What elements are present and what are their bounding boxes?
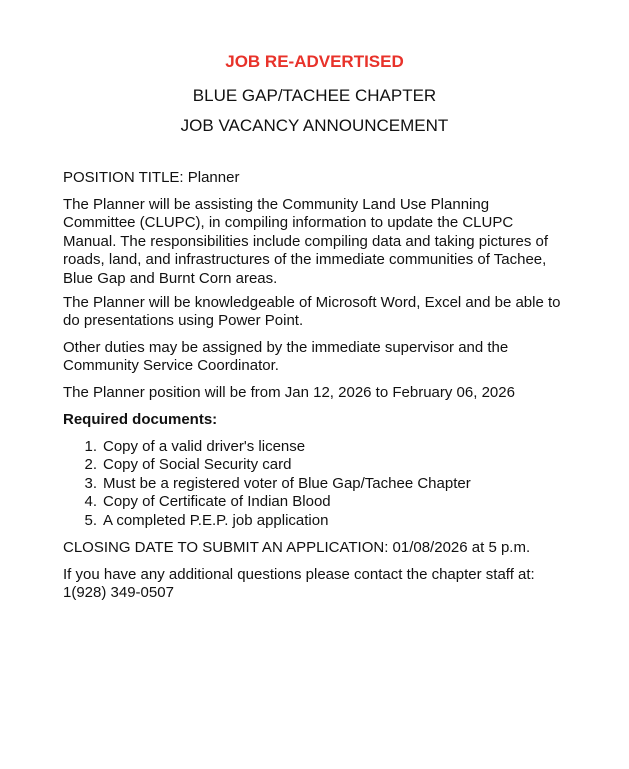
text-line: If you have any additional questions please contact the chapter staff at: — [63, 566, 535, 583]
dates-paragraph: The Planner position will be from Jan 12, 2026 to February 06, 2026 — [63, 384, 515, 401]
text-line: Other duties may be assigned by the immediate supervisor and the — [63, 339, 509, 356]
item-number: 2. — [84, 456, 97, 474]
item-text: Copy of a valid driver's license — [103, 438, 306, 455]
item-number: 3. — [84, 474, 97, 492]
duties-paragraph — [63, 339, 508, 376]
closing-date: CLOSING DATE TO SUBMIT AN APPLICATION: 01/08/2026 at 5 p.m. — [63, 539, 531, 556]
item-number: 4. — [84, 493, 97, 511]
item-text: Must be a registered voter of Blue Gap/Tachee Chapter — [103, 474, 471, 492]
list-item — [77, 493, 471, 511]
contact-paragraph — [63, 566, 535, 603]
description-paragraph — [63, 196, 548, 288]
text-line: Manual. The responsibilities include compiling data and taking pictures of — [63, 232, 549, 250]
text-line: The Planner will be assisting the Community Land Use Planning — [63, 196, 490, 213]
chapter-heading: BLUE GAP/TACHEE CHAPTER — [192, 86, 437, 105]
item-text: Copy of Social Security card — [103, 456, 292, 474]
position-title: POSITION TITLE: Planner — [63, 169, 240, 186]
announcement-heading: JOB VACANCY ANNOUNCEMENT — [180, 116, 449, 135]
skills-paragraph — [63, 294, 561, 331]
item-text: Copy of Certificate of Indian Blood — [103, 493, 331, 511]
text-line: Blue Gap and Burnt Corn areas. — [63, 269, 278, 287]
re-advertised-banner: JOB RE-ADVERTISED — [225, 52, 404, 71]
item-text: A completed P.E.P. job application — [103, 511, 329, 529]
list-item — [77, 512, 471, 530]
text-line: The Planner will be knowledgeable of Microsoft Word, Excel and be able to — [63, 294, 561, 311]
phone-number: 1(928) 349-0507 — [63, 584, 174, 602]
item-number: 5. — [84, 511, 97, 529]
text-line: Committee (CLUPC), in compiling information to update the CLUPC — [63, 214, 514, 232]
list-item — [77, 438, 471, 456]
required-documents-heading: Required documents: — [63, 411, 218, 428]
text-line: Community Service Coordinator. — [63, 357, 279, 375]
list-item — [77, 456, 471, 474]
item-number: 1. — [84, 438, 97, 455]
text-line: roads, land, and infrastructures of the immediate communities of Tachee, — [63, 251, 547, 269]
required-documents-list — [77, 438, 471, 530]
list-item — [77, 475, 471, 493]
text-line: do presentations using Power Point. — [63, 312, 304, 330]
